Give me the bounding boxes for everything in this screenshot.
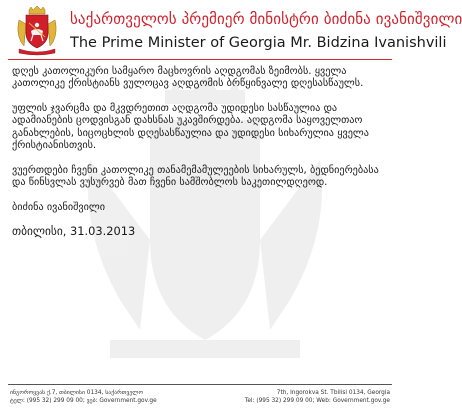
footer-left-line-2: ტელ: (995 32) 299 09 00; ვებ: Government.gov.ge <box>10 398 157 405</box>
header-title-english: The Prime Minister of Georgia Mr. Bidzina Ivanishvili <box>70 35 447 51</box>
header-divider <box>8 59 392 60</box>
paragraph-3: ვუერთდები ჩვენი კათოლიკე თანამემამულეების სიხარულს, ბედნიერებასა და წინსვლას ვუსურვებ მათ ჩვენი სამშობლოს საკეთილდღეოდ. <box>12 164 379 189</box>
paragraph-2: უფლის ჯვარცმა და მკვდრეთით აღდგომა უდიდესი სასწაულია და ადამიანების ცოდვისგან დახსნას უკავშირდება. აღდგომა საყოველთაო განახლების, სიცოცხლის დღესასწაულია და უდიდესი სიხარულია ყველა ქრისტიანისთვის. <box>12 103 369 151</box>
signature-name: ბიძინა ივანიშვილი <box>12 201 106 213</box>
header-title-georgian: საქართველოს პრემიერ მინისტრი ბიძინა ივანიშვილი <box>70 10 462 28</box>
letter-body <box>12 66 390 238</box>
footer-left-line-1: ინგოროყვას ქ.7, თბილისი 0134, საქართველო <box>10 390 144 396</box>
footer-right-line-1: 7th, Ingorokva St. Tbilisi 0134, Georgia <box>276 390 390 396</box>
footer-address-georgian <box>10 389 157 405</box>
coat-of-arms-icon <box>14 6 60 56</box>
footer-address-english <box>245 389 390 405</box>
place-and-date: თბილისი, 31.03.2013 <box>12 224 136 239</box>
footer-right-line-2: Tel: (995 32) 299 09 00; Web: Government.gov.ge <box>244 398 390 405</box>
letterhead <box>8 4 462 56</box>
footer-divider <box>8 384 392 385</box>
paragraph-1: დღეს კათოლიკური სამყარო მაცხოვრის აღდგომას ზეიმობს. ყველა კათოლიკე ქრისტიანს ვულოცავ აღდგომის ბრწყინვალე დღესასწაულს. <box>12 66 364 90</box>
